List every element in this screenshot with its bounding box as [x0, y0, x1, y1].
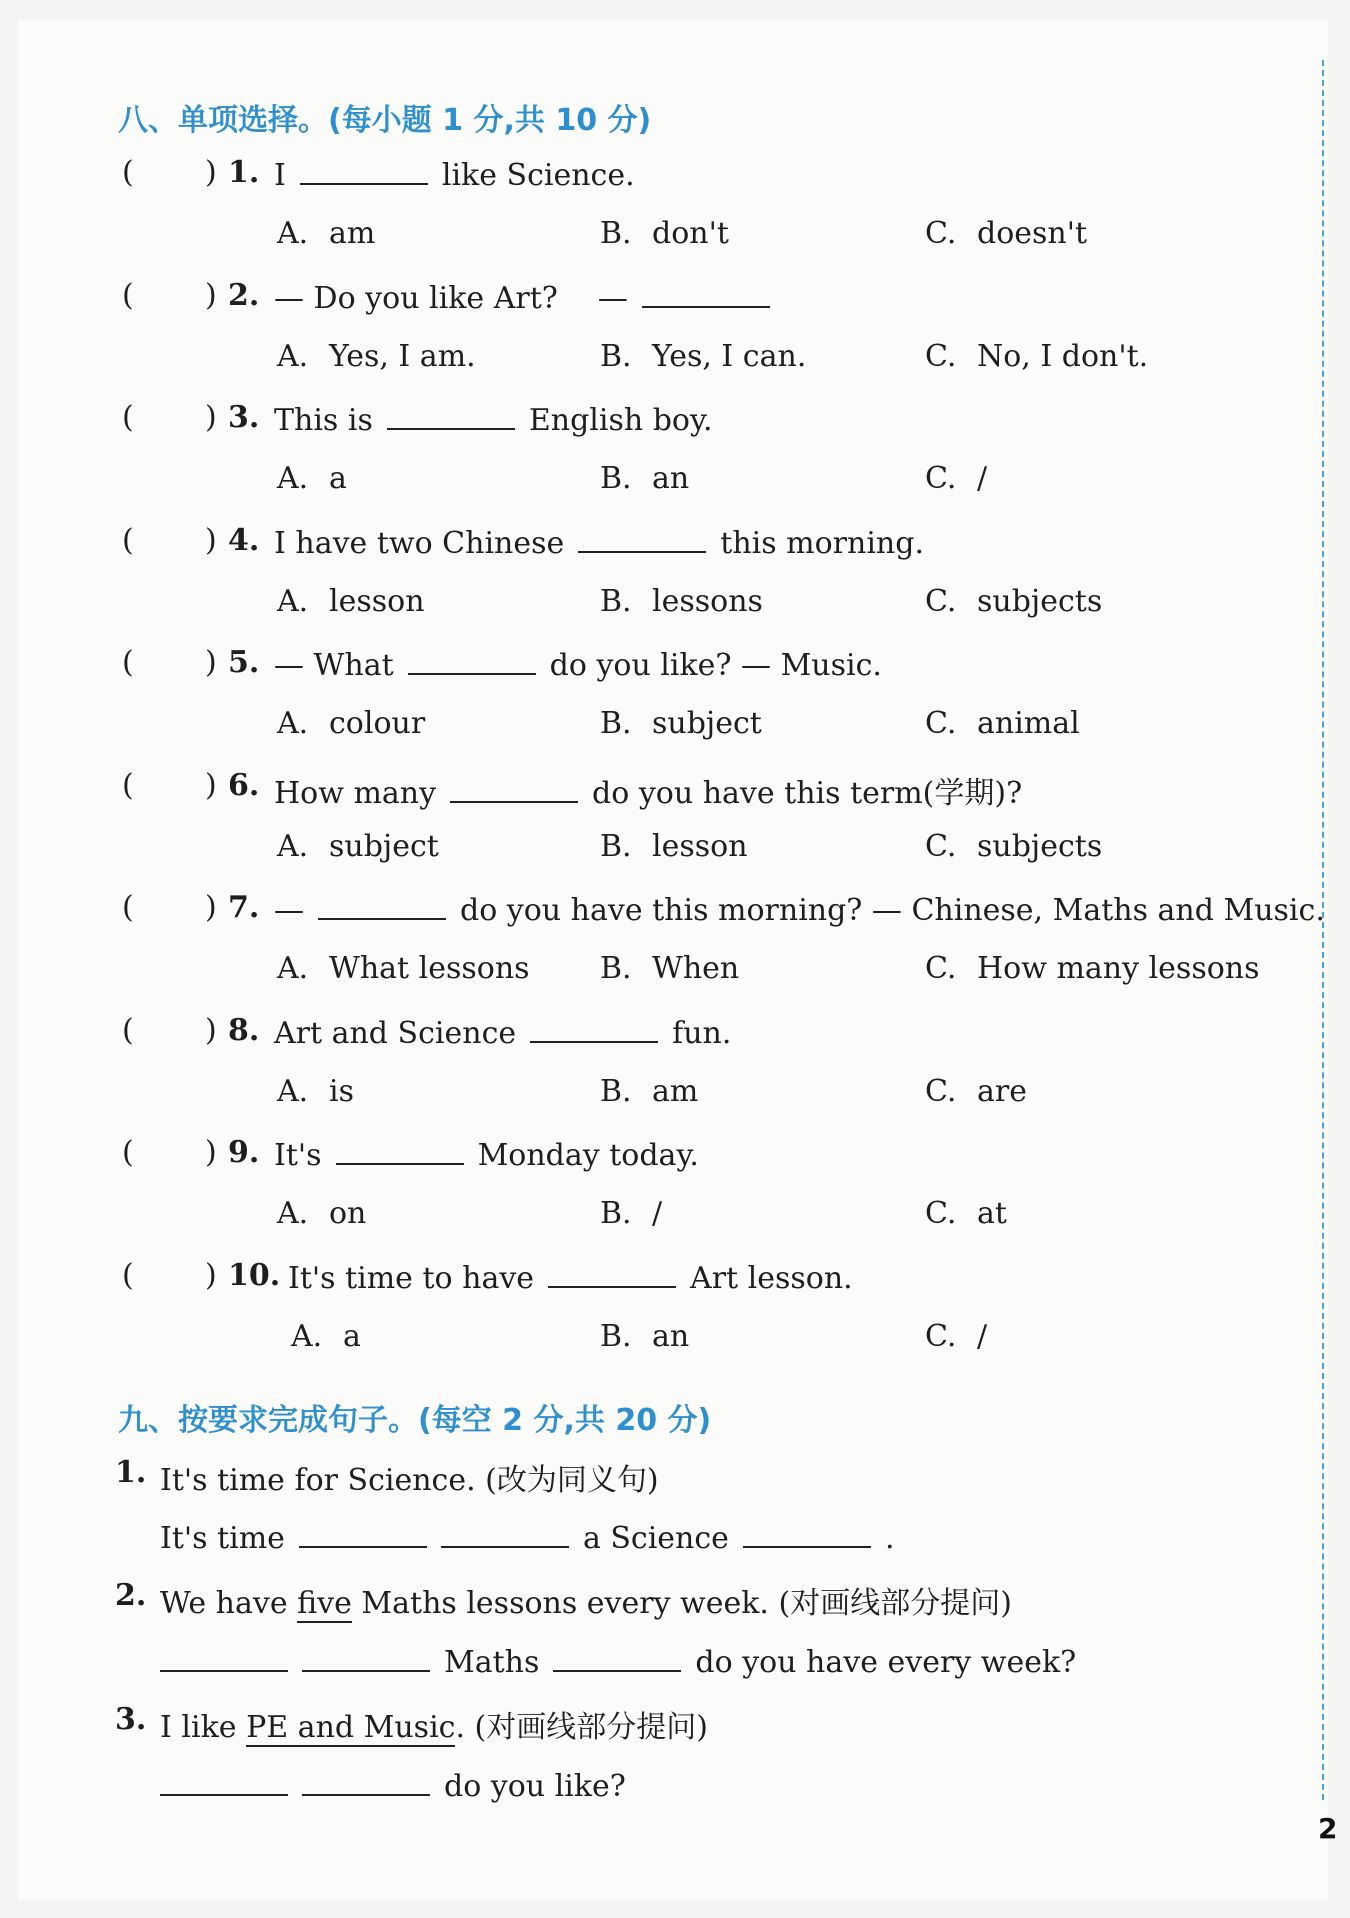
section8-title: 八、单项选择。(每小题 1 分,共 10 分) [118, 103, 652, 138]
option-letter: B. [600, 1318, 632, 1354]
option-letter: A. [277, 1073, 309, 1109]
option-text: subject [329, 828, 439, 864]
fill-prompt: It's time for Science. (改为同义句) [160, 1463, 659, 1498]
answer-blank[interactable] [160, 1642, 288, 1672]
question-text-after: Art lesson. [690, 1260, 853, 1296]
option-a[interactable] [277, 339, 476, 374]
answer-blank[interactable] [743, 1518, 871, 1548]
option-letter: C. [925, 216, 957, 251]
answer-blank[interactable] [642, 278, 770, 308]
question-text-before: It's time to have [288, 1260, 535, 1296]
answer-paren-left: ( [122, 645, 134, 680]
fill-number: 2. [115, 1578, 147, 1613]
question-text [274, 1135, 699, 1173]
question-number: 2. [228, 277, 260, 313]
option-b[interactable] [600, 706, 762, 741]
option-text: a [329, 461, 347, 496]
question-text-after: Monday today. [477, 1138, 699, 1173]
option-text: lessons [652, 583, 763, 619]
question-text-before: It's [274, 1138, 322, 1173]
answer-paren-right: ) [205, 277, 217, 313]
option-text: are [977, 1073, 1027, 1109]
option-b[interactable] [600, 216, 729, 251]
option-letter: C. [925, 1196, 957, 1231]
question-text-after: do you have this morning? — Chinese, Maths and Music. [460, 893, 1325, 928]
option-c[interactable] [925, 829, 1102, 864]
option-c[interactable] [925, 1319, 987, 1354]
fill-text: We have [160, 1586, 288, 1621]
question-text [274, 400, 713, 438]
answer-blank[interactable] [336, 1135, 464, 1165]
option-letter: C. [925, 951, 957, 986]
question-text [274, 645, 882, 683]
question-text-after: fun. [672, 1015, 732, 1051]
option-letter: B. [600, 1196, 632, 1231]
option-letter: C. [925, 461, 957, 496]
question-text-before: — [274, 893, 304, 928]
option-text: an [652, 461, 690, 496]
option-letter: C. [925, 706, 957, 741]
answer-paren-right: ) [205, 522, 217, 558]
question-text-before: — What [274, 648, 394, 683]
answer-paren-right: ) [205, 1257, 217, 1293]
option-letter: C. [925, 583, 957, 619]
fill-text: a Science [582, 1521, 729, 1556]
option-a[interactable] [277, 951, 530, 986]
option-text: doesn't [977, 216, 1088, 251]
question-number: 4. [228, 522, 260, 558]
option-letter: B. [600, 216, 632, 251]
question-text [288, 1258, 853, 1296]
option-letter: B. [600, 706, 632, 741]
answer-blank[interactable] [530, 1013, 658, 1043]
option-text: am [329, 216, 376, 251]
fill-text: do you have every week? [695, 1645, 1077, 1680]
fill-number: 3. [115, 1702, 147, 1737]
option-c[interactable] [925, 461, 987, 496]
option-text: subjects [977, 583, 1103, 619]
option-letter: C. [925, 1073, 957, 1109]
answer-blank[interactable] [548, 1258, 676, 1288]
option-letter: B. [600, 951, 632, 986]
answer-paren-left: ( [122, 400, 134, 435]
question-text-after: English boy. [528, 403, 713, 438]
option-text: / [652, 1196, 663, 1231]
option-text: is [329, 1073, 354, 1109]
option-c[interactable] [925, 584, 1102, 619]
option-text: on [329, 1196, 367, 1231]
question-text-before: I have two Chinese [274, 525, 565, 561]
fill-text: It's time [160, 1521, 285, 1556]
option-a[interactable] [277, 1196, 366, 1231]
option-c[interactable] [925, 706, 1080, 741]
answer-paren-left: ( [122, 522, 134, 558]
answer-paren-right: ) [205, 1135, 217, 1170]
answer-blank[interactable] [302, 1642, 430, 1672]
answer-blank[interactable] [300, 155, 428, 185]
question-number: 5. [228, 645, 260, 680]
option-text: lesson [329, 583, 425, 619]
option-text: subject [652, 706, 762, 741]
answer-paren-left: ( [122, 1135, 134, 1170]
fill-text: . [884, 1521, 895, 1556]
option-a[interactable] [277, 1074, 354, 1109]
question-text [274, 523, 924, 561]
option-text: don't [652, 216, 729, 251]
question-number: 10. [228, 1257, 281, 1293]
question-text-before: I [274, 158, 286, 193]
option-text: / [977, 1318, 988, 1354]
option-b[interactable] [600, 461, 689, 496]
option-a[interactable] [277, 706, 425, 741]
option-a[interactable] [277, 584, 425, 619]
answer-paren-right: ) [205, 767, 217, 803]
option-letter: A. [277, 1196, 309, 1231]
option-b[interactable] [600, 951, 739, 986]
question-text-after: like Science. [441, 158, 635, 193]
option-letter: A. [277, 828, 309, 864]
answer-blank[interactable] [578, 523, 706, 553]
option-letter: A. [277, 583, 309, 619]
option-letter: C. [925, 828, 957, 864]
option-b[interactable] [600, 829, 748, 864]
option-text: Yes, I am. [329, 338, 476, 374]
question-number: 8. [228, 1012, 260, 1048]
answer-paren-left: ( [122, 890, 134, 925]
option-c[interactable] [925, 1196, 1007, 1231]
section9-title: 九、按要求完成句子。(每空 2 分,共 20 分) [118, 1403, 712, 1438]
option-b[interactable] [600, 1074, 698, 1109]
option-text: a [343, 1318, 361, 1354]
answer-paren-left: ( [122, 767, 134, 803]
fill-text: Maths [444, 1645, 540, 1680]
option-letter: B. [600, 461, 632, 496]
option-b[interactable] [600, 339, 806, 374]
question-text [274, 890, 1325, 928]
option-c[interactable] [925, 339, 1148, 374]
option-letter: A. [277, 461, 309, 496]
option-text: How many lessons [977, 951, 1260, 986]
option-b[interactable] [600, 1319, 689, 1354]
question-text [274, 768, 1022, 812]
answer-blank[interactable] [302, 1766, 430, 1796]
option-letter: A. [277, 951, 309, 986]
option-text: / [977, 461, 988, 496]
option-letter: A. [277, 338, 309, 374]
option-letter: C. [925, 1318, 957, 1354]
answer-paren-left: ( [122, 1257, 134, 1293]
option-letter: A. [291, 1318, 323, 1354]
option-letter: A. [277, 706, 309, 741]
answer-paren-right: ) [205, 1012, 217, 1048]
answer-paren-right: ) [205, 155, 217, 190]
option-a[interactable] [277, 216, 375, 251]
question-number: 6. [228, 767, 260, 803]
page-number: 2 [1318, 1812, 1338, 1845]
question-text-before: How many [274, 775, 437, 811]
fill-number: 1. [115, 1455, 147, 1490]
fill-text: I like [160, 1710, 237, 1745]
option-text: What lessons [329, 951, 530, 986]
answer-blank[interactable] [299, 1518, 427, 1548]
option-b[interactable] [600, 584, 763, 619]
option-letter: B. [600, 828, 632, 864]
fill-text: do you like? [444, 1769, 626, 1804]
question-number: 3. [228, 400, 260, 435]
option-letter: A. [277, 216, 309, 251]
option-c[interactable] [925, 951, 1260, 986]
fill-text: Maths lessons every week. (对画线部分提问) [361, 1586, 1012, 1621]
option-letter: B. [600, 338, 632, 374]
option-letter: B. [600, 1073, 632, 1109]
underlined-word: five [297, 1586, 352, 1621]
option-a[interactable] [277, 829, 439, 864]
option-letter: B. [600, 583, 632, 619]
option-b[interactable] [600, 1196, 662, 1231]
option-text: No, I don't. [977, 338, 1149, 374]
option-a[interactable] [291, 1319, 361, 1354]
question-text-after: do you have this term(学期)? [592, 775, 1023, 811]
answer-paren-left: ( [122, 155, 134, 190]
question-text-mid: — [597, 280, 628, 316]
option-letter: C. [925, 338, 957, 374]
question-text [274, 155, 635, 193]
answer-blank[interactable] [553, 1642, 681, 1672]
answer-paren-left: ( [122, 1012, 134, 1048]
question-text-after: this morning. [720, 525, 924, 561]
question-text-before: — Do you like Art? [274, 280, 558, 316]
question-text-before: Art and Science [274, 1015, 517, 1051]
answer-blank[interactable] [450, 773, 578, 803]
answer-blank[interactable] [441, 1518, 569, 1548]
question-text [274, 278, 784, 316]
option-c[interactable] [925, 1074, 1027, 1109]
answer-paren-right: ) [205, 400, 217, 435]
answer-blank[interactable] [318, 890, 446, 920]
option-text: an [652, 1318, 690, 1354]
option-text: Yes, I can. [652, 338, 807, 374]
question-number: 1. [228, 155, 260, 190]
fill-text: . (对画线部分提问) [455, 1710, 708, 1745]
option-text: When [652, 951, 740, 986]
option-text: colour [329, 706, 426, 741]
option-text: subjects [977, 828, 1103, 864]
answer-blank[interactable] [160, 1766, 288, 1796]
question-text [274, 1013, 731, 1051]
option-text: animal [977, 706, 1080, 741]
question-text-after: do you like? — Music. [549, 648, 882, 683]
answer-paren-right: ) [205, 890, 217, 925]
option-text: am [652, 1073, 699, 1109]
question-text-before: This is [274, 403, 373, 438]
answer-paren-right: ) [205, 645, 217, 680]
answer-blank[interactable] [408, 645, 536, 675]
margin-dashed-line [1322, 60, 1324, 1800]
answer-blank[interactable] [387, 400, 515, 430]
option-a[interactable] [277, 461, 347, 496]
option-c[interactable] [925, 216, 1087, 251]
option-text: at [977, 1196, 1007, 1231]
underlined-phrase: PE and Music [246, 1710, 456, 1745]
option-text: lesson [652, 828, 748, 864]
question-number: 9. [228, 1135, 260, 1170]
question-number: 7. [228, 890, 260, 925]
answer-paren-left: ( [122, 277, 134, 313]
